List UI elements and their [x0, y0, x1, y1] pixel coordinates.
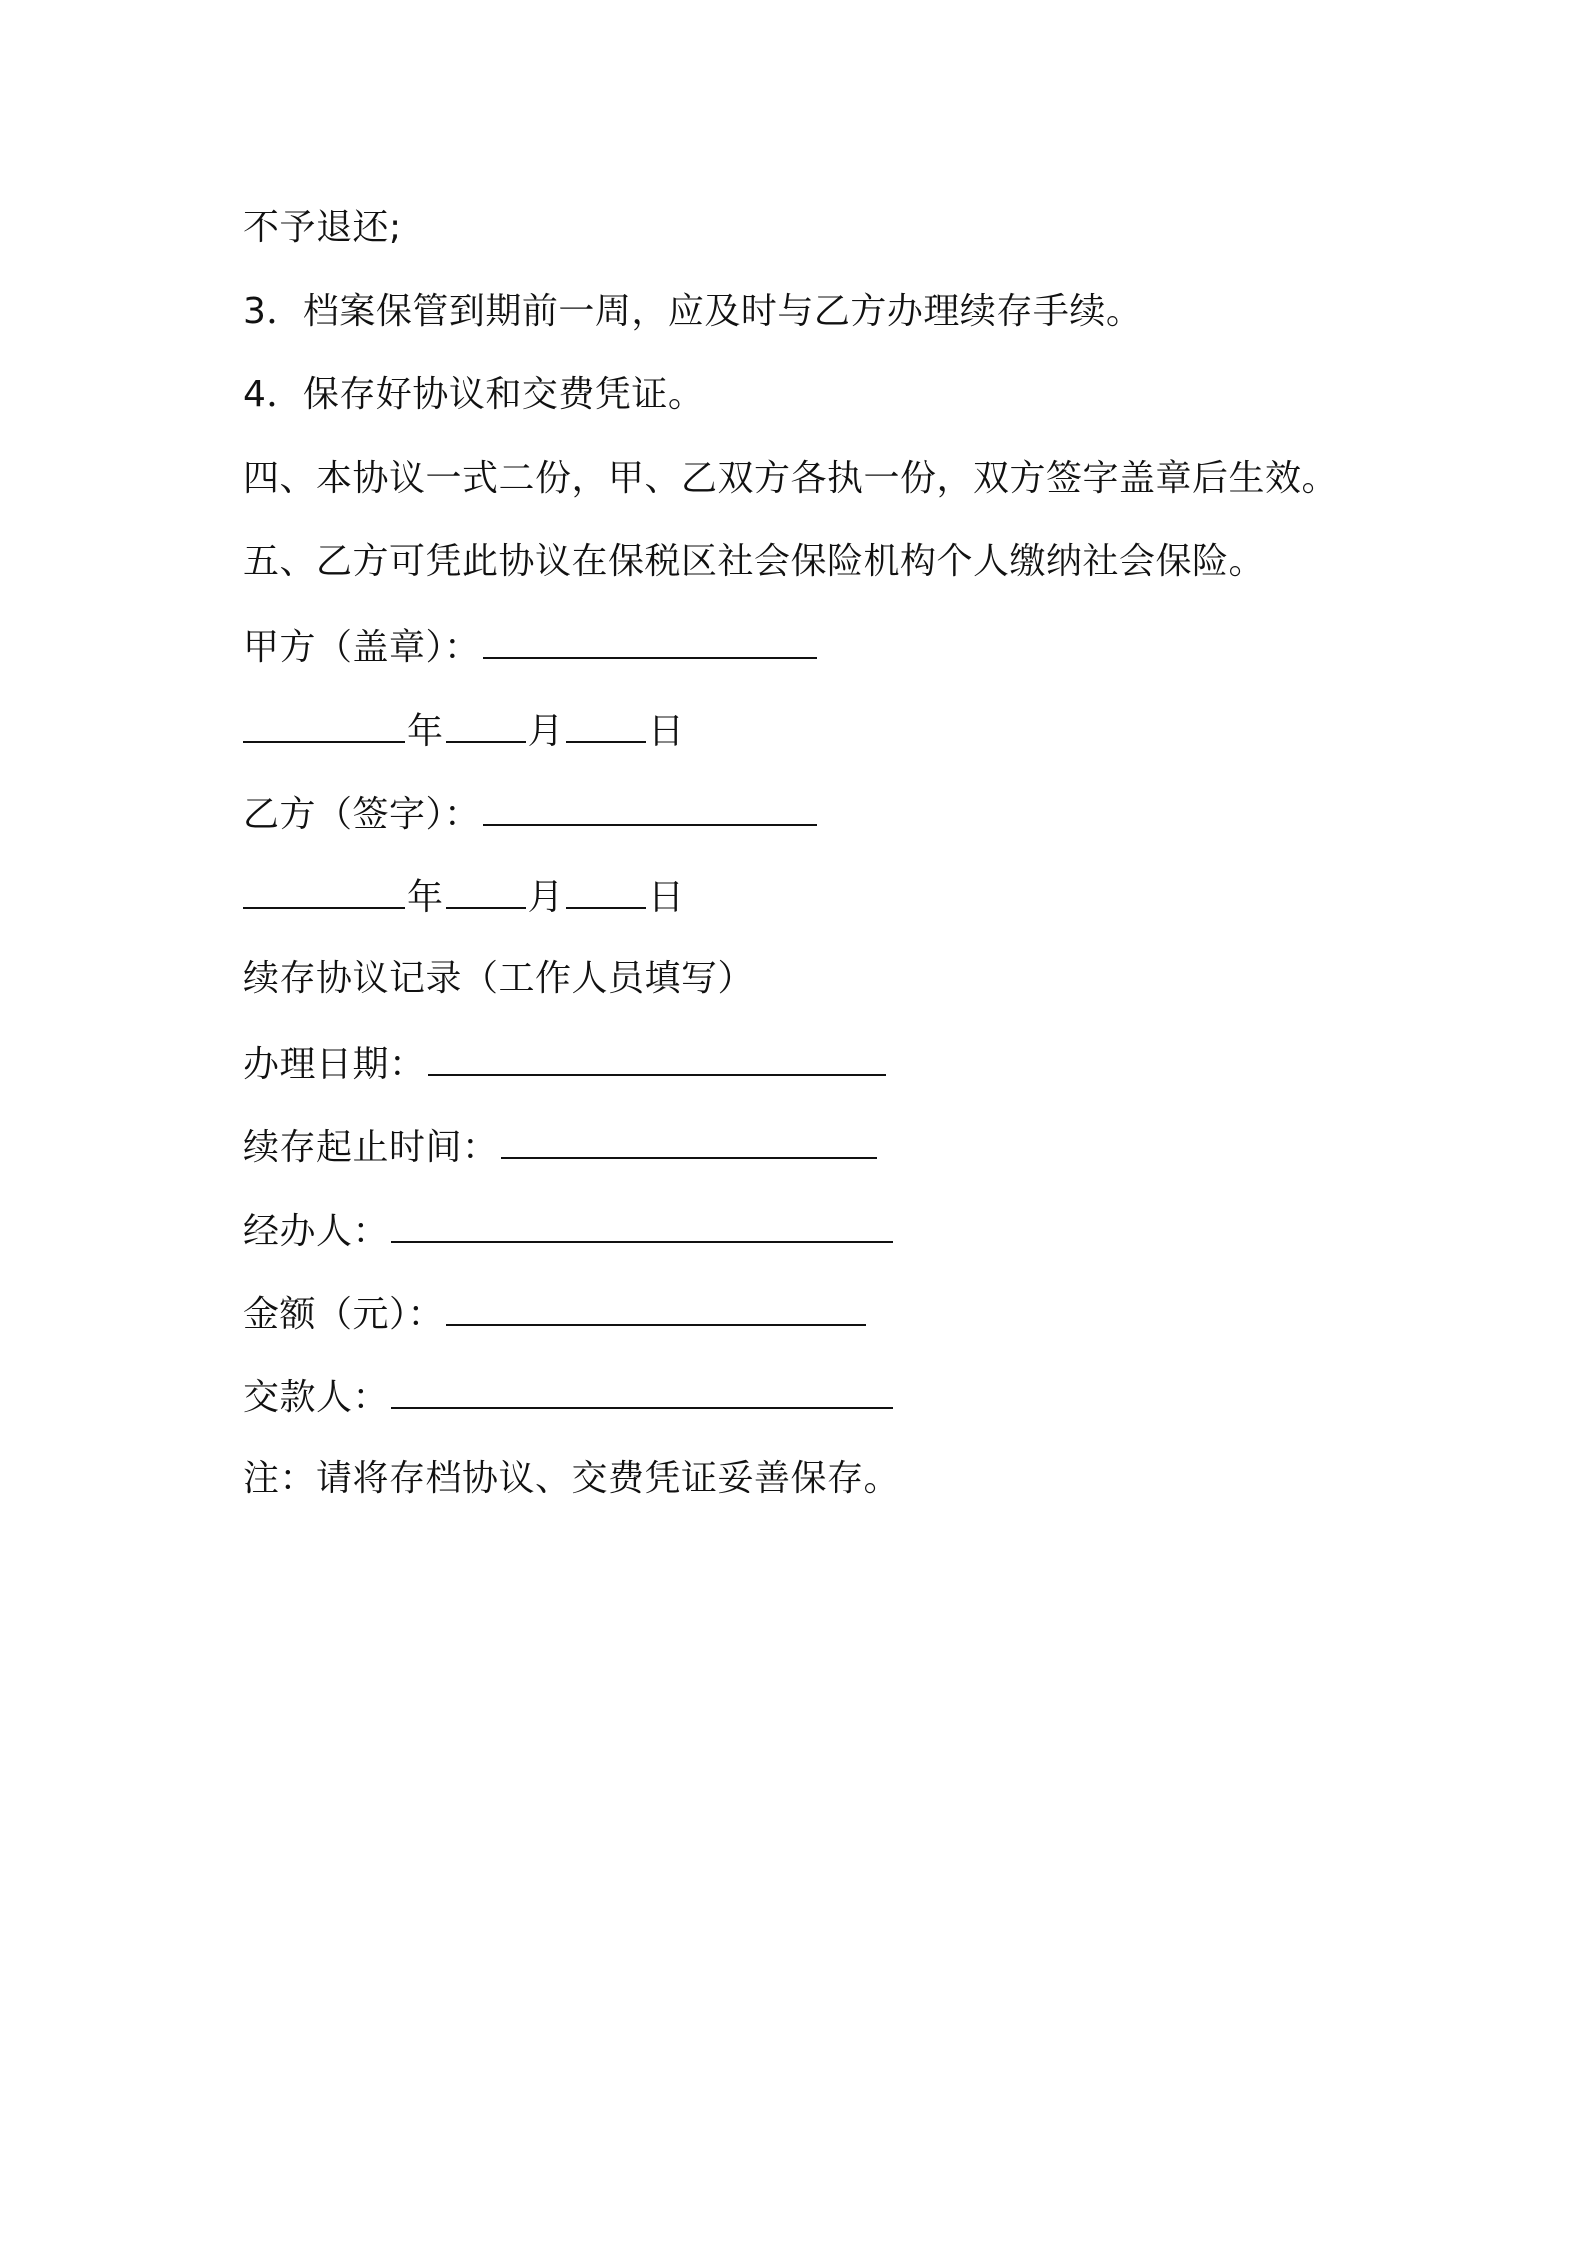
party-b-sign-blank [483, 790, 817, 826]
party-a-signature-line [243, 623, 819, 670]
paragraph-keep-vouchers: 4．保存好协议和交费凭证。 [243, 374, 705, 415]
party-b-label: 乙方（签字）： [243, 794, 481, 835]
amount-blank [446, 1290, 866, 1326]
agent-blank [391, 1207, 893, 1243]
period-blank [501, 1123, 877, 1159]
day-label: 日 [648, 711, 685, 752]
handle-date-blank [428, 1040, 886, 1076]
party-b-day-blank [566, 873, 646, 909]
year-label: 年 [407, 711, 444, 752]
paragraph-renewal-notice: 3．档案保管到期前一周，应及时与乙方办理续存手续。 [243, 291, 1143, 332]
handle-date-label: 办理日期： [243, 1044, 426, 1085]
party-a-month-blank [446, 707, 526, 743]
month-label: 月 [527, 877, 565, 918]
agent-label: 经办人： [243, 1211, 390, 1252]
paragraph-copies-clause: 四、本协议一式二份，甲、乙双方各执一份，双方签字盖章后生效。 [243, 458, 1339, 499]
paragraph-refund-clause: 不予退还; [243, 207, 402, 248]
month-label: 月 [527, 711, 565, 752]
payer-label: 交款人： [243, 1377, 390, 1418]
party-b-year-blank [243, 873, 405, 909]
record-title: 续存协议记录（工作人员填写） [243, 958, 755, 999]
period-line [243, 1123, 879, 1170]
amount-label: 金额（元）： [243, 1294, 445, 1335]
year-label: 年 [407, 877, 444, 918]
storage-note: 注：请将存档协议、交费凭证妥善保存。 [243, 1458, 901, 1499]
party-b-month-blank [446, 873, 526, 909]
paragraph-social-insurance: 五、乙方可凭此协议在保税区社会保险机构个人缴纳社会保险。 [243, 541, 1266, 582]
party-b-signature-line [243, 790, 819, 837]
party-a-seal-blank [483, 623, 817, 659]
payer-line [243, 1373, 895, 1420]
day-label: 日 [648, 877, 685, 918]
period-label: 续存起止时间： [243, 1127, 499, 1168]
handle-date-line [243, 1040, 888, 1087]
amount-line [243, 1290, 868, 1337]
party-a-day-blank [566, 707, 646, 743]
payer-blank [391, 1373, 893, 1409]
party-b-date-line [243, 873, 685, 920]
party-a-label: 甲方（盖章）： [243, 627, 481, 668]
party-a-date-line [243, 707, 685, 754]
agent-line [243, 1207, 895, 1254]
party-a-year-blank [243, 707, 405, 743]
